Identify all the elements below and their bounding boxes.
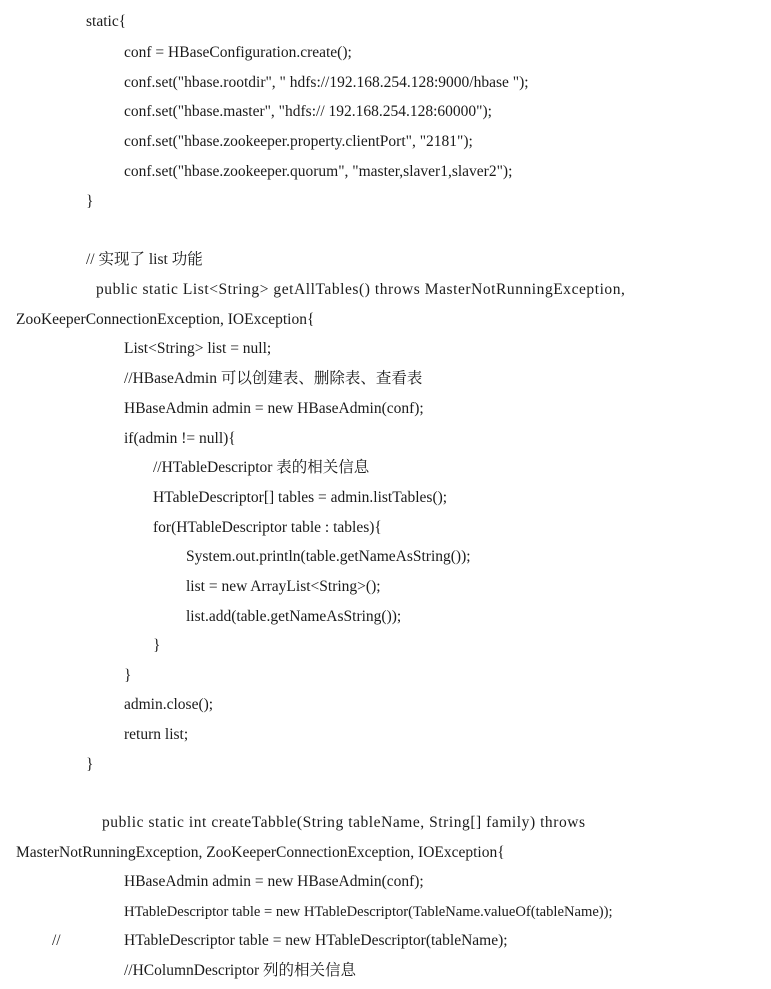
code-line: admin.close(); bbox=[124, 696, 214, 713]
code-line: list.add(table.getNameAsString()); bbox=[186, 608, 402, 625]
code-line: conf.set("hbase.zookeeper.property.clientPort", "2181"); bbox=[124, 133, 473, 150]
code-line: return list; bbox=[124, 726, 189, 743]
code-line: public static int createTabble(String tableName, String[] family) throws bbox=[102, 814, 586, 831]
code-comment: //HColumnDescriptor 列的相关信息 bbox=[124, 962, 357, 979]
code-line: } bbox=[86, 756, 94, 773]
code-line: list = new ArrayList<String>(); bbox=[186, 578, 381, 595]
code-line: System.out.println(table.getNameAsString()); bbox=[186, 548, 471, 565]
code-comment: //HBaseAdmin 可以创建表、删除表、查看表 bbox=[124, 370, 423, 387]
code-line: HTableDescriptor table = new HTableDescriptor(TableName.valueOf(tableName)); bbox=[124, 904, 613, 920]
code-line: ZooKeeperConnectionException, IOException{ bbox=[16, 311, 315, 328]
code-line: HTableDescriptor table = new HTableDescriptor(tableName); bbox=[124, 932, 508, 949]
code-line: HBaseAdmin admin = new HBaseAdmin(conf); bbox=[124, 400, 424, 417]
code-line: conf.set("hbase.master", "hdfs:// 192.168.254.128:60000"); bbox=[124, 103, 492, 120]
code-line: HTableDescriptor[] tables = admin.listTables(); bbox=[153, 489, 448, 506]
code-line: List<String> list = null; bbox=[124, 340, 272, 357]
code-comment-marker: // bbox=[52, 932, 61, 949]
code-line: } bbox=[124, 667, 132, 684]
code-line: MasterNotRunningException, ZooKeeperConnectionException, IOException{ bbox=[16, 844, 505, 861]
code-line: conf.set("hbase.zookeeper.quorum", "master,slaver1,slaver2"); bbox=[124, 163, 513, 180]
code-line: public static List<String> getAllTables() throws MasterNotRunningException, bbox=[96, 281, 626, 298]
code-line: if(admin != null){ bbox=[124, 430, 236, 447]
code-line: conf.set("hbase.rootdir", " hdfs://192.168.254.128:9000/hbase "); bbox=[124, 74, 529, 91]
code-comment: //HTableDescriptor 表的相关信息 bbox=[153, 459, 370, 476]
code-line: } bbox=[153, 637, 161, 654]
code-line: static{ bbox=[86, 13, 127, 30]
code-line: for(HTableDescriptor table : tables){ bbox=[153, 519, 382, 536]
code-line: HBaseAdmin admin = new HBaseAdmin(conf); bbox=[124, 873, 424, 890]
code-line: } bbox=[86, 193, 94, 210]
code-comment: // 实现了 list 功能 bbox=[86, 251, 203, 268]
code-line: conf = HBaseConfiguration.create(); bbox=[124, 44, 352, 61]
